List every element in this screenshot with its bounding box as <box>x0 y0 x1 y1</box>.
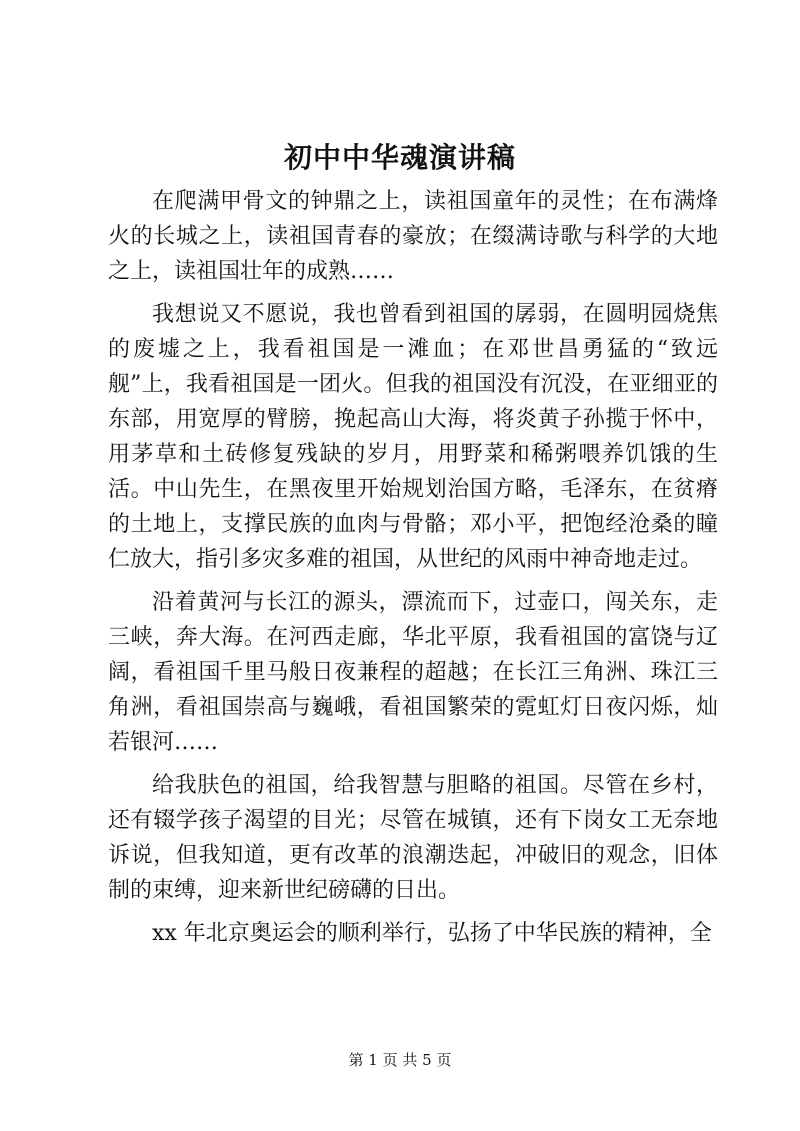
page-footer: 第 1 页 共 5 页 <box>348 1051 452 1069</box>
paragraph-1: 在爬满甲骨文的钟鼎之上，读祖国童年的灵性；在布满烽火的长城之上，读祖国青春的豪放；在缀满诗歌与科学的大地之上，读祖国壮年的成熟…… <box>108 189 718 284</box>
paragraph-5: xx 年北京奥运会的顺利举行，弘扬了中华民族的精神，全 <box>152 921 712 946</box>
document-body <box>108 184 718 951</box>
document-title: 初中中华魂演讲稿 <box>283 141 516 174</box>
paragraph-2: 我想说又不愿说，我也曾看到祖国的孱弱，在圆明园烧焦的废墟之上，我看祖国是一滩血；在邓世昌勇猛的“致远舰”上，我看祖国是一团火。但我的祖国没有沉没，在亚细亚的东部，用宽厚的臂膀，挽起高山大海，将炎黄子孙揽于怀中，用茅草和土砖修复残缺的岁月，用野菜和稀粥喂养饥饿的生活。中山先生，在黑夜里开始规划治国方略，毛泽东，在贫瘠的土地上，支撑民族的血肉与骨骼；邓小平，把饱经沧桑的瞳仁放大，指引多灾多难的祖国，从世纪的风雨中神奇地走过。 <box>108 302 718 572</box>
paragraph-4: 给我肤色的祖国，给我智慧与胆略的祖国。尽管在乡村，还有辍学孩子渴望的目光；尽管在城镇，还有下岗女工无奈地诉说，但我知道，更有改革的浪潮迭起，冲破旧的观念，旧体制的束缚，迎来新世纪磅礴的日出。 <box>108 773 718 903</box>
paragraph-3: 沿着黄河与长江的源头，漂流而下，过壶口，闯关东，走三峡，奔大海。在河西走廊，华北平原，我看祖国的富饶与辽阔，看祖国千里马般日夜兼程的超越；在长江三角洲、珠江三角洲，看祖国崇高与巍峨，看祖国繁荣的霓虹灯日夜闪烁，灿若银河…… <box>108 590 718 755</box>
